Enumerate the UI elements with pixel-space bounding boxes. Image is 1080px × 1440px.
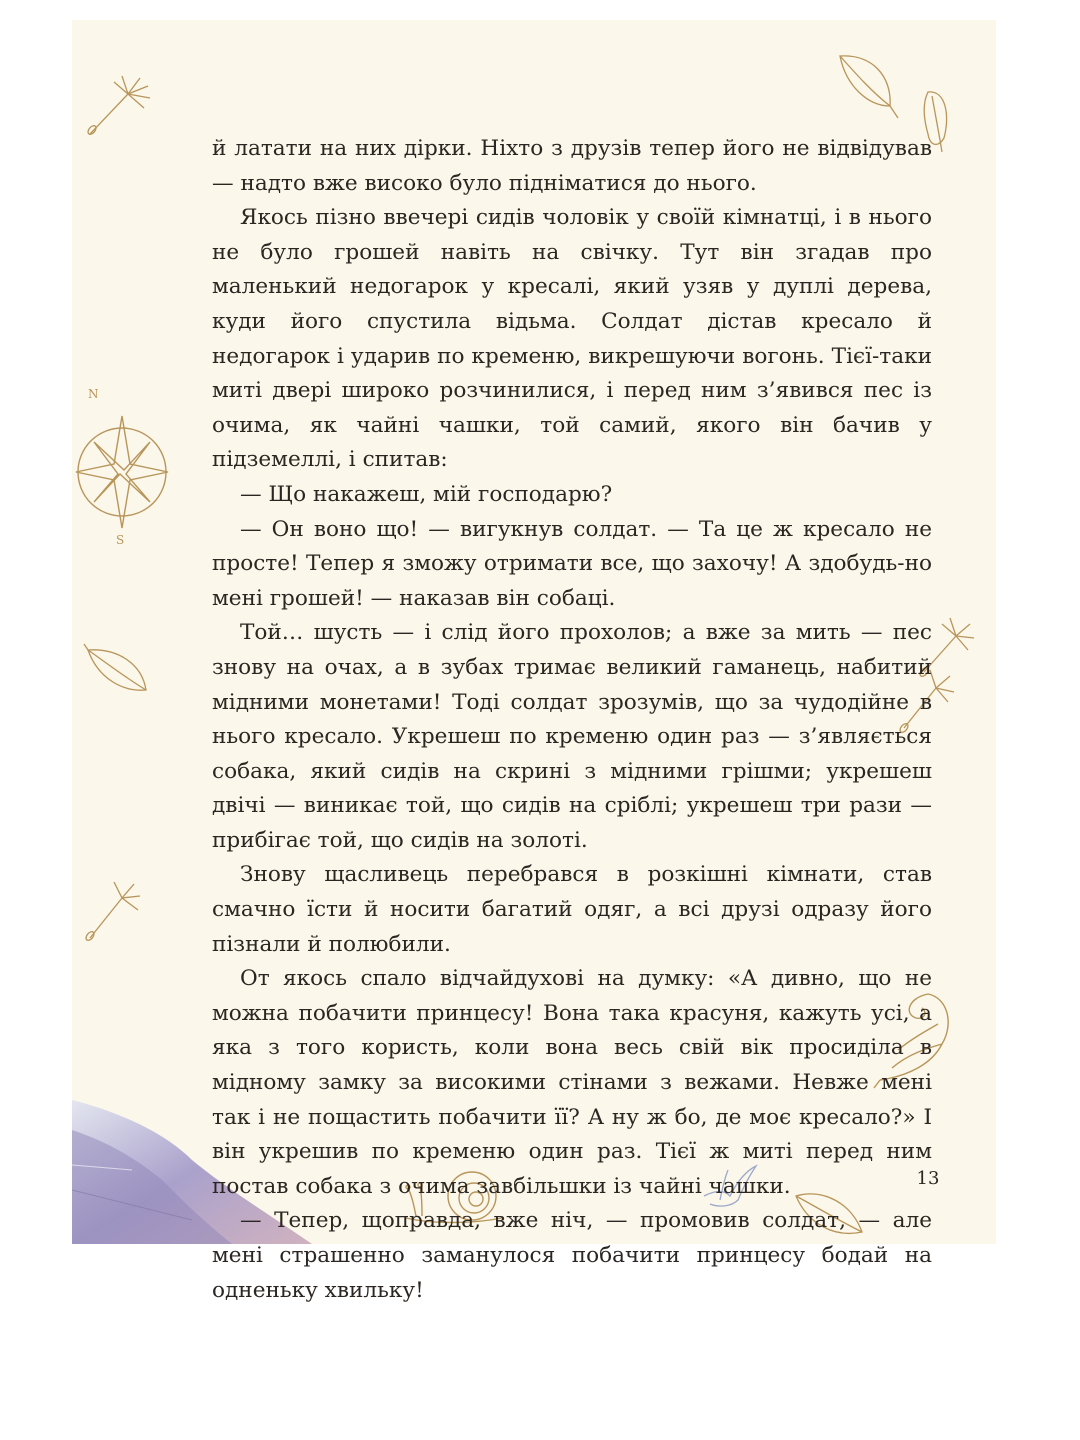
svg-text:S: S <box>116 533 125 547</box>
paragraph: — Що накажеш, мій господарю? <box>240 481 613 507</box>
dandelion-seed-icon <box>84 72 154 142</box>
page-number: 13 <box>916 1168 940 1189</box>
leaf-icon <box>832 48 902 123</box>
story-text <box>212 132 932 1308</box>
paragraph: Якось пізно ввечері сидів чоловік у своїй кімнатці, і в нього не було грошей навіть на свічку. Тут він згадав про маленький недогарок у кресалі, який узяв у дуплі дерева, куди його спустила відьма. Солдат дістав кресало й недогарок і ударив по кременю, викрешуючи вогонь. Тієї-таки миті двері широко розчинилися, і перед ним з’явився пес із очима, як чайні чашки, той самий, якого він бачив у підземеллі, і спитав: <box>212 205 932 473</box>
paragraph: — Он воно що! — вигукнув солдат. — Та це ж кресало не просте! Тепер я зможу отримати все, що захочу! А здобудь-но мені грошей! — наказав він собаці. <box>212 516 932 611</box>
paragraph: — Тепер, щоправда, вже ніч, — промовив солдат, — але мені страшенно заманулося побачити принцесу бодай на одненьку хвильку! <box>212 1208 932 1303</box>
compass-rose-icon <box>72 386 182 546</box>
book-page <box>72 20 996 1303</box>
paragraph: й латати на них дірки. Ніхто з друзів тепер його не відвідував — надто вже високо було підніматися до нього. <box>212 136 932 196</box>
leaf-icon <box>82 640 152 700</box>
svg-text:N: N <box>88 387 99 401</box>
paragraph: Знову щасливець перебрався в розкішні кімнати, став смачно їсти й носити багатий одяг, а всі друзі одразу його пізнали й полюбили. <box>212 862 932 957</box>
paragraph: Той… шусть — і слід його прохолов; а вже за мить — пес знову на очах, а в зубах тримає великий гаманець, набитий мідними монетами! Тоді солдат зрозумів, що за чудодійне в нього кресало. Укрешеш по кременю один раз — з’являється собака, який сидів на скрині з мідними грішми; укрешеш двічі — виникає той, що сидів на сріблі; укрешеш три рази — прибігає той, що сидів на золоті. <box>212 620 932 853</box>
paragraph: От якось спало відчайдухові на думку: «А дивно, що не можна побачити принцесу! Вона така красуня, кажуть усі, а яка з того користь, коли вона весь свій вік просиділа в мідному замку за високими стінами з вежами. Невже мені так і не пощастить побачити її? А ну ж бо, де моє кресало?» І він укрешив по кременю один раз. Тієї ж миті перед ним постав собака з очима завбільшки із чайні чашки. <box>212 966 932 1199</box>
dandelion-seed-icon <box>84 878 144 944</box>
